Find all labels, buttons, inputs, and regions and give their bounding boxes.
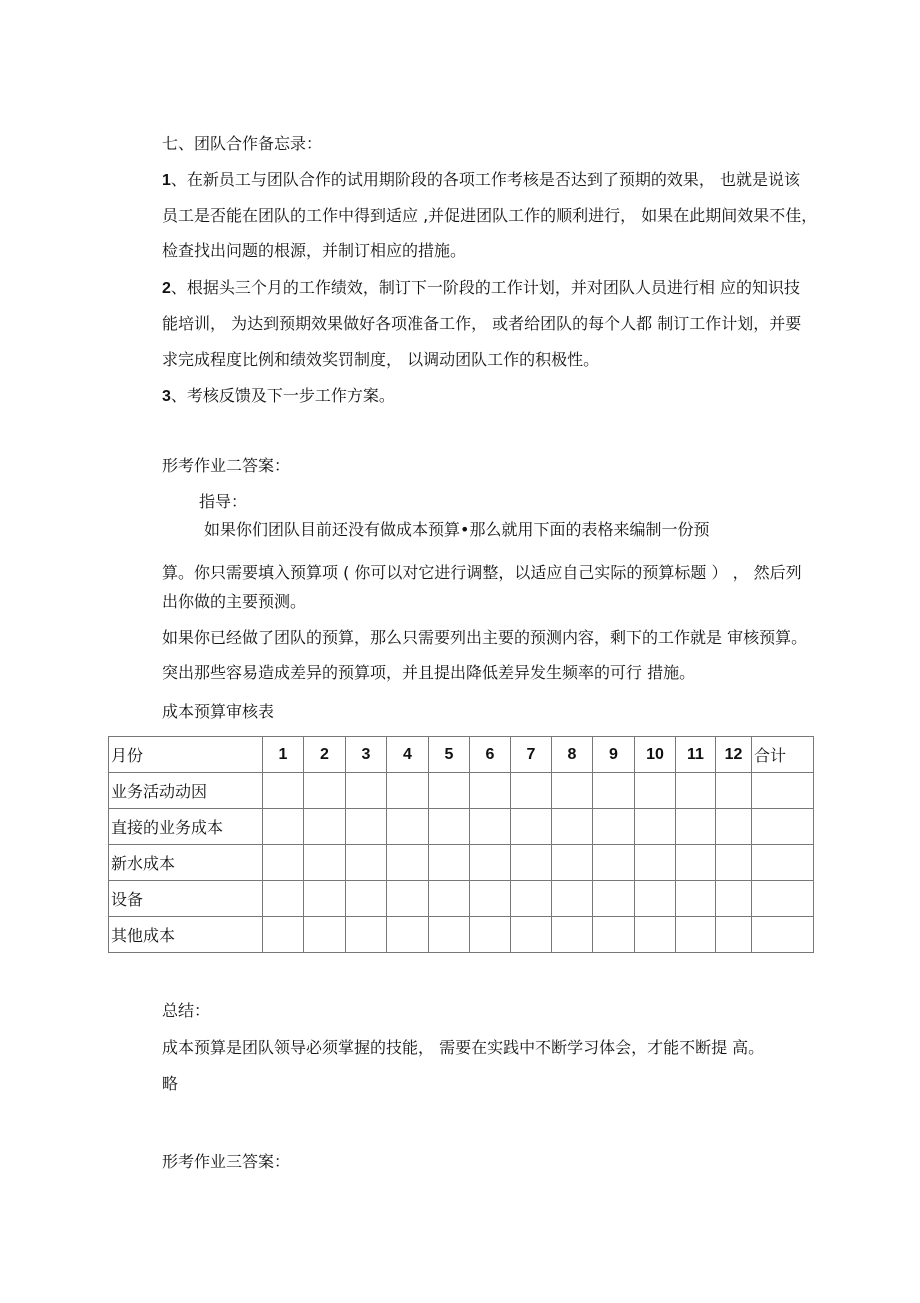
guide-line-2: 算。你只需要填入预算项 ( 你可以对它进行调整，以适应自己实际的预算标题 ） ， 然后列 [162, 563, 802, 582]
item-2-line-3: 求完成程度比例和绩效奖罚制度， 以调动团队工作的积极性。 [162, 350, 600, 369]
row-label: 设备 [109, 881, 263, 917]
item-3-line-1 [162, 385, 395, 408]
row-label: 其他成本 [109, 917, 263, 953]
item-2-line-1 [162, 277, 800, 300]
summary-text: 成本预算是团队领导必须掌握的技能， 需要在实践中不断学习体会，才能不断提 高。 [162, 1038, 765, 1057]
header-month-2: 2 [304, 737, 346, 773]
header-month-11: 11 [676, 737, 716, 773]
header-total: 合计 [752, 737, 814, 773]
omitted-note: 略 [162, 1074, 179, 1093]
header-month-5: 5 [429, 737, 470, 773]
row-label: 业务活动动因 [109, 773, 263, 809]
header-month-10: 10 [635, 737, 676, 773]
table-row [109, 809, 814, 845]
item-number: 1 [162, 172, 171, 189]
table-row [109, 881, 814, 917]
header-month-8: 8 [552, 737, 593, 773]
assignment2-heading: 形考作业二答案： [162, 456, 291, 475]
guide-line-4: 如果你已经做了团队的预算，那么只需要列出主要的预测内容，剩下的工作就是 审核预算。 [162, 628, 808, 647]
header-month-9: 9 [593, 737, 635, 773]
section7-heading: 七、团队合作备忘录： [162, 134, 323, 153]
item-1-line-1 [162, 169, 800, 192]
item-2-line-2: 能培训， 为达到预期效果做好各项准备工作， 或者给团队的每个人都 制订工作计划，并要 [162, 314, 802, 333]
header-month-1: 1 [263, 737, 304, 773]
header-month: 月份 [109, 737, 263, 773]
row-label: 新水成本 [109, 845, 263, 881]
item-text: 、在新员工与团队合作的试用期阶段的各项工作考核是否达到了预期的效果， 也就是说该 [170, 170, 800, 189]
header-month-4: 4 [387, 737, 429, 773]
header-month-6: 6 [470, 737, 511, 773]
guide-line-5: 突出那些容易造成差异的预算项，并且提出降低差异发生频率的可行 措施。 [162, 663, 696, 682]
table-row [109, 773, 814, 809]
guide-line-1: 如果你们团队目前还没有做成本预算•那么就用下面的表格来编制一份预 [204, 520, 710, 539]
item-number: 3 [162, 388, 171, 405]
header-month-12: 12 [716, 737, 752, 773]
table-title: 成本预算审核表 [162, 702, 275, 721]
table-row [109, 917, 814, 953]
summary-label: 总结： [162, 1001, 211, 1020]
guide-label: 指导： [199, 492, 248, 511]
assignment3-heading: 形考作业三答案： [162, 1152, 291, 1171]
header-month-7: 7 [511, 737, 552, 773]
row-label: 直接的业务成本 [109, 809, 263, 845]
item-1-line-2: 员工是否能在团队的工作中得到适应 ,并促进团队工作的顺利进行， 如果在此期间效果不佳， [162, 206, 818, 225]
item-text: 、根据头三个月的工作绩效，制订下一阶段的工作计划，并对团队人员进行相 应的知识技 [170, 278, 800, 297]
table-row [109, 845, 814, 881]
guide-line-3: 出你做的主要预测。 [162, 592, 307, 611]
table-header-row [109, 737, 814, 773]
item-number: 2 [162, 280, 171, 297]
item-text: 、考核反馈及下一步工作方案。 [170, 386, 395, 405]
item-1-line-3: 检查找出问题的根源，并制订相应的措施。 [162, 241, 467, 260]
cost-budget-audit-table [108, 736, 814, 953]
header-month-3: 3 [346, 737, 387, 773]
